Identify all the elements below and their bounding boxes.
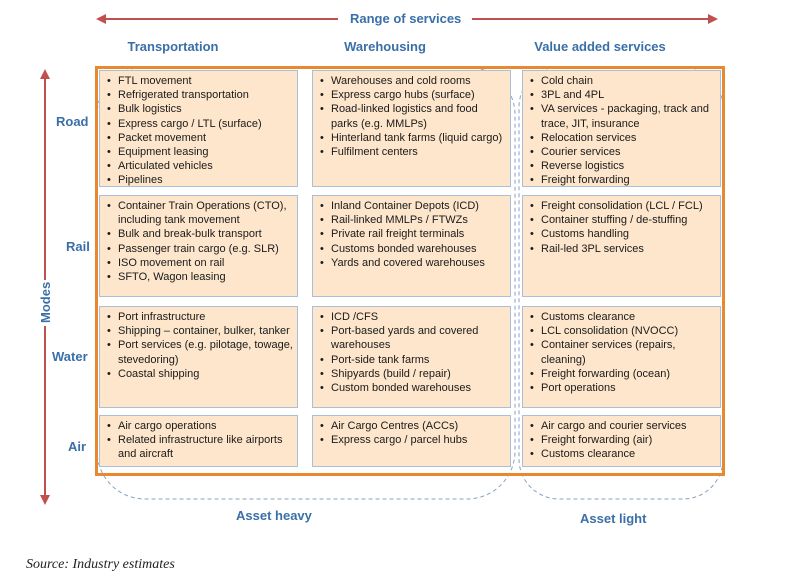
- list-item: • Rail-linked MMLPs / FTWZs: [319, 213, 506, 227]
- list-item: • Customs bonded warehouses: [319, 242, 506, 256]
- water-value-added-list: [529, 310, 716, 395]
- list-item: • Customs clearance: [529, 310, 716, 324]
- water-transportation-list: [106, 310, 293, 381]
- list-item: • Air cargo operations: [106, 419, 293, 433]
- list-item: • Bulk and break-bulk transport: [106, 227, 293, 241]
- list-item: • Freight forwarding: [529, 173, 716, 187]
- list-item: • Freight consolidation (LCL / FCL): [529, 199, 716, 213]
- cell-road-transportation: [99, 70, 298, 187]
- cell-air-value-added: [522, 415, 721, 467]
- list-item: • LCL consolidation (NVOCC): [529, 324, 716, 338]
- list-item: • Inland Container Depots (ICD): [319, 199, 506, 213]
- list-item: • Express cargo / LTL (surface): [106, 117, 293, 131]
- row-label-road: Road: [56, 114, 89, 129]
- road-warehousing-list: [319, 74, 506, 159]
- list-item: • Cold chain: [529, 74, 716, 88]
- list-item: • Customs handling: [529, 227, 716, 241]
- row-label-water: Water: [52, 349, 88, 364]
- rail-transportation-list: [106, 199, 293, 284]
- cell-rail-warehousing: [312, 195, 511, 297]
- cell-rail-transportation: [99, 195, 298, 297]
- list-item: • Port services (e.g. pilotage, towage, stevedoring): [106, 338, 293, 366]
- list-item: • Hinterland tank farms (liquid cargo): [319, 131, 506, 145]
- list-item: • Air Cargo Centres (ACCs): [319, 419, 506, 433]
- cell-rail-value-added: [522, 195, 721, 297]
- cell-road-warehousing: [312, 70, 511, 187]
- list-item: • Customs clearance: [529, 447, 716, 461]
- cell-air-transportation: [99, 415, 298, 467]
- cell-water-warehousing: [312, 306, 511, 408]
- air-transportation-list: [106, 419, 293, 462]
- source-note: Source: Industry estimates: [26, 557, 175, 572]
- cell-water-value-added: [522, 306, 721, 408]
- row-label-air: Air: [68, 439, 87, 454]
- asset-light-label: Asset light: [580, 511, 647, 526]
- column-header-warehousing: Warehousing: [344, 39, 426, 54]
- air-value-added-list: [529, 419, 716, 462]
- cell-air-warehousing: [312, 415, 511, 467]
- list-item: • Articulated vehicles: [106, 159, 293, 173]
- list-item: • ISO movement on rail: [106, 256, 293, 270]
- rail-warehousing-list: [319, 199, 506, 270]
- cell-water-transportation: [99, 306, 298, 408]
- air-warehousing-list: [319, 419, 506, 447]
- list-item: • Freight forwarding (air): [529, 433, 716, 447]
- list-item: • Container stuffing / de-stuffing: [529, 213, 716, 227]
- list-item: • Container Train Operations (CTO), including tank movement: [106, 199, 293, 227]
- list-item: • SFTO, Wagon leasing: [106, 270, 293, 284]
- list-item: • Shipyards (build / repair): [319, 367, 506, 381]
- list-item: • ICD /CFS: [319, 310, 506, 324]
- list-item: • Bulk logistics: [106, 102, 293, 116]
- asset-heavy-label: Asset heavy: [236, 508, 312, 523]
- list-item: • Port infrastructure: [106, 310, 293, 324]
- list-item: • Pipelines: [106, 173, 293, 187]
- list-item: • Private rail freight terminals: [319, 227, 506, 241]
- list-item: • Express cargo / parcel hubs: [319, 433, 506, 447]
- list-item: • Equipment leasing: [106, 145, 293, 159]
- list-item: • Yards and covered warehouses: [319, 256, 506, 270]
- list-item: • Rail-led 3PL services: [529, 242, 716, 256]
- list-item: • Fulfilment centers: [319, 145, 506, 159]
- list-item: • Port operations: [529, 381, 716, 395]
- list-item: • Freight forwarding (ocean): [529, 367, 716, 381]
- list-item: • Related infrastructure like airports and aircraft: [106, 433, 293, 461]
- road-value-added-list: [529, 74, 716, 187]
- list-item: • VA services - packaging, track and trace, JIT, insurance: [529, 102, 716, 130]
- list-item: • Packet movement: [106, 131, 293, 145]
- rail-value-added-list: [529, 199, 716, 256]
- list-item: • Custom bonded warehouses: [319, 381, 506, 395]
- list-item: • Container services (repairs, cleaning): [529, 338, 716, 366]
- road-transportation-list: [106, 74, 293, 187]
- list-item: • 3PL and 4PL: [529, 88, 716, 102]
- row-label-rail: Rail: [66, 239, 90, 254]
- list-item: • Warehouses and cold rooms: [319, 74, 506, 88]
- column-header-transportation: Transportation: [127, 39, 219, 54]
- cell-road-value-added: [522, 70, 721, 187]
- list-item: • Courier services: [529, 145, 716, 159]
- range-of-services-label: Range of services: [350, 11, 462, 26]
- list-item: • Port-based yards and covered warehouses: [319, 324, 506, 352]
- list-item: • Road-linked logistics and food parks (e.g. MMLPs): [319, 102, 506, 130]
- list-item: • Air cargo and courier services: [529, 419, 716, 433]
- modes-label: Modes: [38, 281, 53, 323]
- list-item: • Relocation services: [529, 131, 716, 145]
- list-item: • FTL movement: [106, 74, 293, 88]
- list-item: • Shipping – container, bulker, tanker: [106, 324, 293, 338]
- list-item: • Port-side tank farms: [319, 353, 506, 367]
- list-item: • Coastal shipping: [106, 367, 293, 381]
- list-item: • Passenger train cargo (e.g. SLR): [106, 242, 293, 256]
- list-item: • Refrigerated transportation: [106, 88, 293, 102]
- water-warehousing-list: [319, 310, 506, 395]
- column-header-value-added-services: Value added services: [534, 39, 666, 54]
- list-item: • Reverse logistics: [529, 159, 716, 173]
- list-item: • Express cargo hubs (surface): [319, 88, 506, 102]
